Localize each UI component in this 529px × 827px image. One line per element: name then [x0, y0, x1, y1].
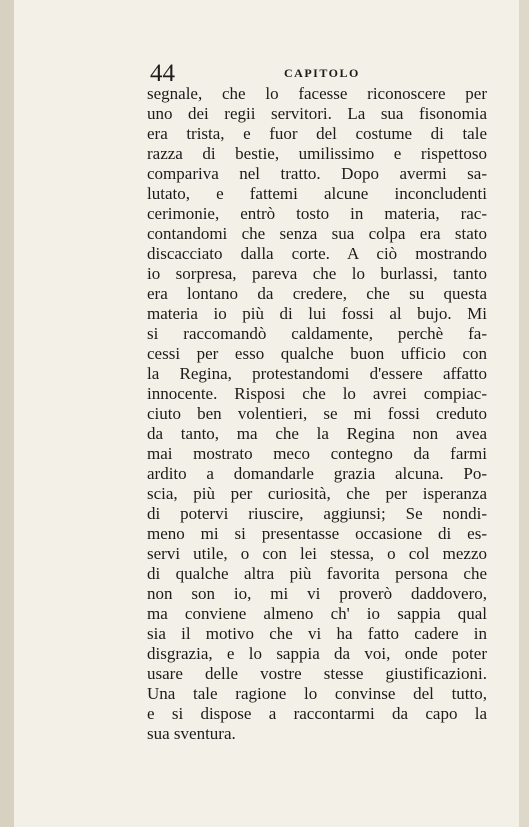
text-line: servi utile, o con lei stessa, o col mezzo: [147, 544, 487, 563]
text-line: cerimonie, entrò tosto in materia, rac-: [147, 204, 487, 223]
text-line: usare delle vostre stesse giustificazioni.: [147, 664, 487, 683]
text-line: mai mostrato meco contegno da farmi: [147, 444, 487, 463]
text-line: di potervi riuscire, aggiunsi; Se nondi-: [147, 504, 487, 523]
text-line: io sorpresa, pareva che lo burlassi, tanto: [147, 264, 487, 283]
text-line: lutato, e fattemi alcune inconcludenti: [147, 184, 487, 203]
text-line: ardito a domandarle grazia alcuna. Po-: [147, 464, 487, 483]
text-line: Una tale ragione lo convinse del tutto,: [147, 684, 487, 703]
text-line: di qualche altra più favorita persona che: [147, 564, 487, 583]
text-line: discacciato dalla corte. A ciò mostrando: [147, 244, 487, 263]
text-line: sia il motivo che vi ha fatto cadere in: [147, 624, 487, 643]
text-line: segnale, che lo facesse riconoscere per: [147, 84, 487, 103]
text-line: da tanto, ma che la Regina non avea: [147, 424, 487, 443]
text-line: non son io, mi vi proverò daddovero,: [147, 584, 487, 603]
text-line: era lontano da credere, che su questa: [147, 284, 487, 303]
text-line: scia, più per curiosità, che per isperanza: [147, 484, 487, 503]
text-line: contandomi che senza sua colpa era stato: [147, 224, 487, 243]
text-line: la Regina, protestandomi d'essere affatto: [147, 364, 487, 383]
body-text: [147, 84, 487, 744]
text-line: compariva nel tratto. Dopo avermi sa-: [147, 164, 487, 183]
text-line: materia io più di lui fossi al bujo. Mi: [147, 304, 487, 323]
text-line: disgrazia, e lo sappia da voi, onde poter: [147, 644, 487, 663]
text-line: ma conviene almeno ch' io sappia qual: [147, 604, 487, 623]
running-head: CAPITOLO: [284, 66, 360, 80]
text-line: innocente. Risposi che lo avrei compiac-: [147, 384, 487, 403]
text-line: e si dispose a raccontarmi da capo la: [147, 704, 487, 723]
text-line: razza di bestie, umilissimo e rispettoso: [147, 144, 487, 163]
text-line-final: sua sventura.: [147, 724, 236, 743]
text-line: cessi per esso qualche buon ufficio con: [147, 344, 487, 363]
text-line: meno mi si presentasse occasione di es-: [147, 524, 487, 543]
text-line: si raccomandò caldamente, perchè fa-: [147, 324, 487, 343]
text-line: uno dei regii servitori. La sua fisonomia: [147, 104, 487, 123]
page-number: 44: [150, 60, 175, 87]
text-line: era trista, e fuor del costume di tale: [147, 124, 487, 143]
text-line: ciuto ben volentieri, se mi fossi creduto: [147, 404, 487, 423]
